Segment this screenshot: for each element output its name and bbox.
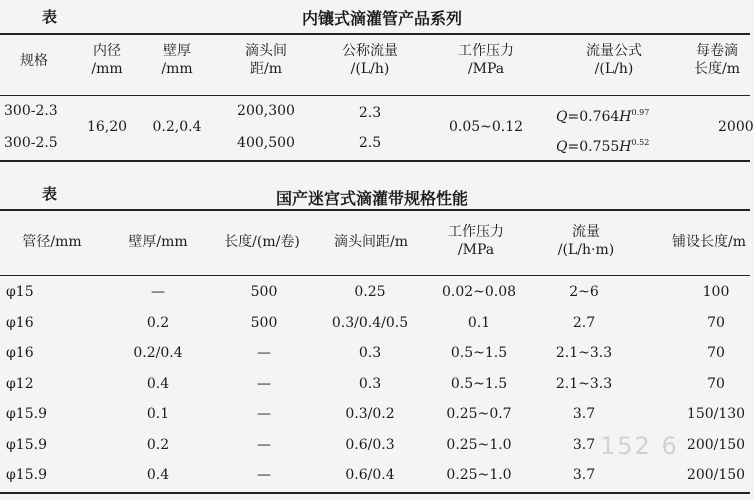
table2-bottom-rule bbox=[0, 492, 750, 494]
table1-header-wall: 壁厚 /mm bbox=[161, 43, 193, 77]
table2-row3-col2: 0.2/0.4 bbox=[133, 345, 183, 361]
table2-row1-col3: 500 bbox=[250, 284, 278, 300]
table1-row2-flow: 2.5 bbox=[358, 135, 382, 151]
table2-header-flow: 流量 /(L/h·m) bbox=[557, 224, 615, 258]
table2-header-emitter-spacing: 滴头间距/m bbox=[334, 234, 408, 250]
table1-header-rule bbox=[0, 95, 750, 96]
table2-header-pressure: 工作压力 /MPa bbox=[448, 224, 504, 258]
table1-bottom-rule bbox=[0, 160, 750, 162]
table1-merged-wall: 0.2,0.4 bbox=[152, 119, 202, 135]
watermark: 152 6 bbox=[600, 432, 679, 460]
table2-row4-col1: φ12 bbox=[6, 376, 34, 392]
table2-row4-col6: 2.1~3.3 bbox=[555, 376, 613, 392]
table2-row7-col7: 200/150 bbox=[686, 467, 746, 483]
table1-header-spec: 规格 bbox=[20, 53, 48, 69]
table1-header-length: 每卷滴 长度/m bbox=[694, 43, 740, 77]
table2-row3-col5: 0.5~1.5 bbox=[450, 345, 508, 361]
table1-row1-spacing: 200,300 bbox=[237, 103, 295, 119]
table2-row4-col4: 0.3 bbox=[358, 376, 382, 392]
table2-row4-col3: — bbox=[257, 376, 271, 392]
table2-row2-col2: 0.2 bbox=[146, 315, 170, 331]
table2-header-laying-length: 铺设长度/m bbox=[672, 234, 746, 250]
table1-header-spacing: 滴头间 距/m bbox=[245, 43, 287, 77]
table1-header-pressure: 工作压力 /MPa bbox=[458, 43, 514, 77]
table2-row4-col7: 70 bbox=[707, 376, 725, 392]
table1-row2-formula: $Q=0.755H^{0.52}$ bbox=[556, 138, 650, 155]
table2-header-rule bbox=[0, 275, 750, 276]
table2-row3-col1: φ16 bbox=[6, 345, 34, 361]
table2-row5-col6: 3.7 bbox=[572, 406, 596, 422]
table2-row1-col5: 0.02~0.08 bbox=[441, 284, 517, 300]
table2-row7-col4: 0.6/0.4 bbox=[345, 467, 395, 483]
table2-row2-col5: 0.1 bbox=[467, 315, 491, 331]
table1-row1-formula: $Q=0.764H^{0.97}$ bbox=[556, 108, 650, 125]
table2-row5-col7: 150/130 bbox=[686, 406, 746, 422]
table2-row6-col2: 0.2 bbox=[146, 437, 170, 453]
table1-label: 表 bbox=[42, 8, 58, 26]
table2-row4-col2: 0.4 bbox=[146, 376, 170, 392]
table2-row1-col2: — bbox=[151, 284, 165, 300]
table1-row1-flow: 2.3 bbox=[358, 105, 382, 121]
table2-row1-col1: φ15 bbox=[6, 284, 34, 300]
table2-row7-col5: 0.25~1.0 bbox=[446, 467, 512, 483]
table1-header-flow: 公称流量 /(L/h) bbox=[342, 43, 398, 77]
table1-merged-pressure: 0.05~0.12 bbox=[448, 119, 524, 135]
table2-row6-col5: 0.25~1.0 bbox=[446, 437, 512, 453]
table2-row3-col3: — bbox=[257, 345, 271, 361]
table2-row7-col2: 0.4 bbox=[146, 467, 170, 483]
table2-row2-col7: 70 bbox=[707, 315, 725, 331]
table2-row7-col1: φ15.9 bbox=[6, 467, 47, 483]
table2-row2-col4: 0.3/0.4/0.5 bbox=[331, 315, 409, 331]
table2-row6-col6: 3.7 bbox=[572, 437, 596, 453]
table2-row1-col7: 100 bbox=[702, 284, 730, 300]
table2-row3-col4: 0.3 bbox=[358, 345, 382, 361]
table1-title: 内镶式滴灌管产品系列 bbox=[302, 9, 463, 28]
table1-header-diameter: 内径 /mm bbox=[91, 43, 123, 77]
table2-row2-col3: 500 bbox=[250, 315, 278, 331]
table2-title: 国产迷宫式滴灌带规格性能 bbox=[276, 189, 469, 208]
table2-row3-col6: 2.1~3.3 bbox=[555, 345, 613, 361]
table1-merged-length: 2000 bbox=[718, 119, 754, 135]
table2-row5-col4: 0.3/0.2 bbox=[345, 406, 395, 422]
table2-header-wall: 壁厚/mm bbox=[128, 234, 188, 250]
table1-row2-spec: 300-2.5 bbox=[4, 135, 58, 151]
table2-row5-col5: 0.25~0.7 bbox=[446, 406, 512, 422]
table2-top-rule bbox=[0, 209, 750, 211]
table2-row5-col3: — bbox=[257, 406, 271, 422]
table2-row6-col3: — bbox=[257, 437, 271, 453]
table2-row6-col7: 200/150 bbox=[686, 437, 746, 453]
table2-row3-col7: 70 bbox=[707, 345, 725, 361]
table2-row6-col1: φ15.9 bbox=[6, 437, 47, 453]
table2-label: 表 bbox=[42, 185, 58, 203]
table2-row7-col3: — bbox=[257, 467, 271, 483]
table1-merged-diameter: 16,20 bbox=[86, 119, 128, 135]
table2-row6-col4: 0.6/0.3 bbox=[345, 437, 395, 453]
table1-row1-spec: 300-2.3 bbox=[4, 103, 58, 119]
table2-row4-col5: 0.5~1.5 bbox=[450, 376, 508, 392]
table2-row5-col2: 0.1 bbox=[146, 406, 170, 422]
table1-top-rule bbox=[0, 33, 750, 35]
table1-row2-spacing: 400,500 bbox=[237, 135, 295, 151]
table2-header-pipe-diameter: 管径/mm bbox=[22, 234, 82, 250]
table2-header-roll-length: 长度/(m/卷) bbox=[224, 234, 300, 250]
table2-row7-col6: 3.7 bbox=[572, 467, 596, 483]
table2-row2-col1: φ16 bbox=[6, 315, 34, 331]
table1-header-formula: 流量公式 /(L/h) bbox=[586, 43, 642, 77]
table2-row1-col6: 2~6 bbox=[569, 284, 599, 300]
table2-row2-col6: 2.7 bbox=[572, 315, 596, 331]
table2-row1-col4: 0.25 bbox=[354, 284, 386, 300]
table2-row5-col1: φ15.9 bbox=[6, 406, 47, 422]
